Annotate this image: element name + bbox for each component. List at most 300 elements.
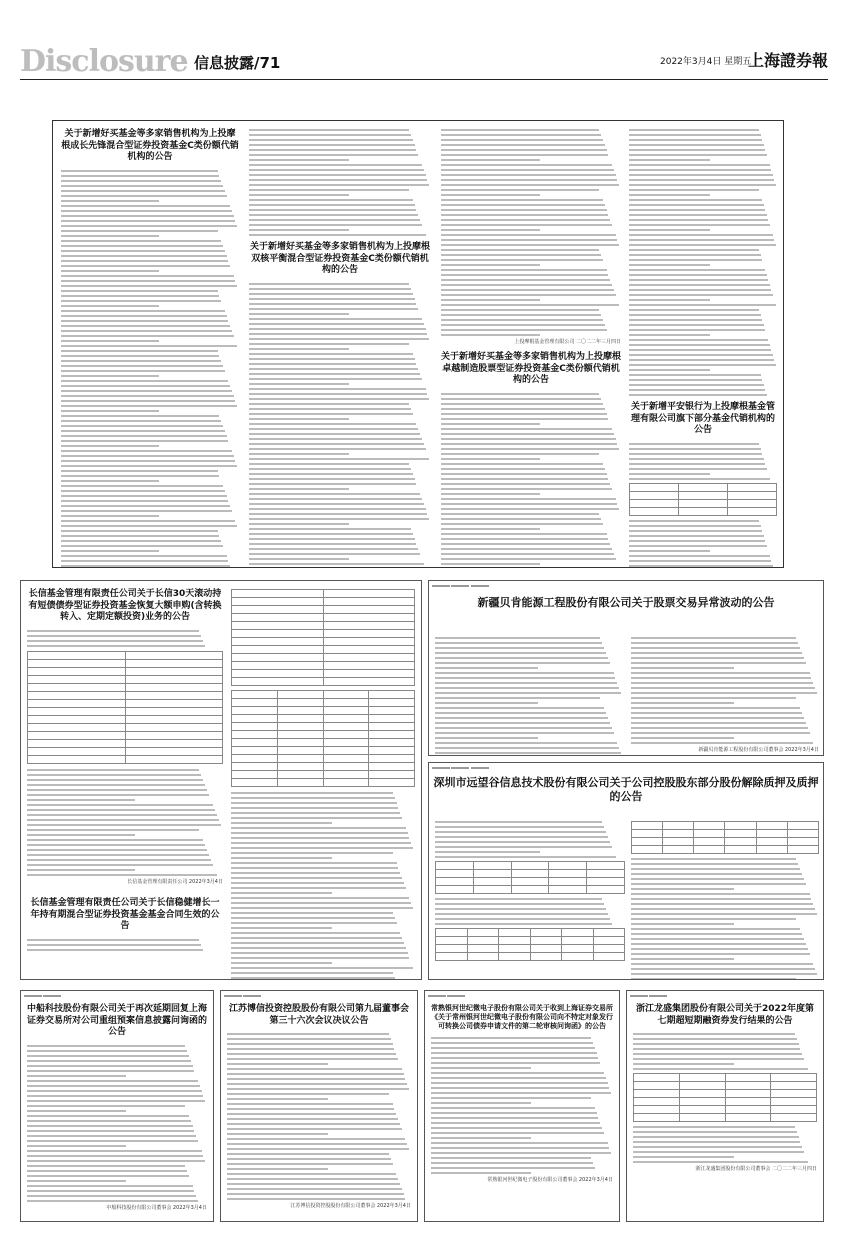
body-text-line [231, 812, 400, 814]
body-text-line [431, 1097, 591, 1099]
body-text-line [61, 360, 221, 362]
body-text-line [435, 821, 602, 823]
body-text-line [227, 1058, 398, 1060]
body-text-line [249, 234, 426, 236]
notice-block-zhongchuan [20, 990, 214, 1222]
notice-signature: 江苏博信投资控股股份有限公司董事会 2022年3月4日 [290, 1203, 411, 1210]
body-text-line [227, 1113, 396, 1115]
body-text-line [27, 939, 199, 941]
body-text-line [231, 907, 413, 909]
body-text-line [441, 249, 599, 251]
body-text-line [631, 868, 800, 870]
body-text-line [61, 325, 230, 327]
body-text-line [629, 274, 767, 276]
body-text-line [61, 560, 228, 562]
body-text-line [629, 520, 759, 522]
body-text-line [61, 310, 225, 312]
body-text-line [441, 393, 599, 395]
body-text-line [249, 558, 349, 560]
body-text-line [629, 525, 761, 527]
body-text-line [441, 523, 603, 525]
body-text-line [441, 428, 612, 430]
body-text-line [231, 957, 409, 959]
body-text-line [629, 289, 771, 291]
body-text-line [441, 413, 607, 415]
body-text-line [631, 908, 815, 910]
body-text-line [629, 264, 710, 266]
body-text-line [435, 923, 612, 925]
body-text-line [629, 129, 759, 131]
body-text-line [27, 1185, 193, 1187]
body-text-line [227, 1133, 328, 1135]
body-text-line [441, 334, 540, 336]
body-text-line [227, 1063, 328, 1065]
body-text-line [441, 528, 540, 530]
body-text-line [61, 210, 232, 212]
body-text-line [227, 1148, 409, 1150]
body-text-line [431, 1057, 598, 1059]
body-text-line [249, 408, 411, 410]
body-text-line [629, 349, 771, 351]
body-text-line [249, 343, 409, 345]
body-text-line [629, 458, 764, 460]
body-text-line [435, 677, 615, 679]
body-text-line [249, 144, 415, 146]
body-text-line [231, 872, 400, 874]
body-text-line [631, 913, 817, 915]
body-text-line [227, 1138, 405, 1140]
body-text-line [227, 1098, 328, 1100]
body-text-line [27, 1125, 193, 1127]
body-text-line [27, 789, 207, 791]
body-text-line [61, 250, 225, 252]
body-text-line [435, 702, 538, 704]
body-text-line [631, 707, 800, 709]
body-text-line [61, 185, 223, 187]
stock-code-line [221, 991, 417, 1000]
notice-title: 常熟银河世纪微电子股份有限公司关于收到上海证券交易所《关于常州银河世纪微电子股份有限公司向不特定对象发行可转换公司债券申请文件的第二轮审核问询函》的公告 [431, 1004, 613, 1031]
body-text-line [629, 284, 770, 286]
notice-title: 关于新增好买基金等多家销售机构为上投摩根卓越制造股票型证券投资基金C类份额代销机构的公告 [441, 352, 622, 386]
body-text-line [27, 1100, 205, 1102]
body-text-line [629, 560, 771, 562]
body-text-line [629, 239, 774, 241]
body-text-line [431, 1117, 598, 1119]
body-text-line [631, 863, 798, 865]
body-text-line [629, 269, 765, 271]
body-text-line [631, 978, 796, 980]
body-text-line [27, 874, 217, 876]
body-text-line [631, 968, 815, 970]
body-text-line [631, 928, 800, 930]
body-text-line [249, 363, 416, 365]
body-text-line [61, 445, 159, 447]
body-text-line [435, 642, 602, 644]
body-text-line [631, 687, 815, 689]
body-text-line [61, 505, 230, 507]
body-text-line [629, 254, 761, 256]
body-text-line [631, 692, 817, 694]
body-text-line [27, 1150, 202, 1152]
body-text-line [227, 1178, 398, 1180]
body-text-line [631, 883, 806, 885]
body-text-line [435, 652, 606, 654]
body-text-line [441, 199, 603, 201]
body-text-line [231, 912, 393, 914]
body-text-line [231, 867, 398, 869]
body-text-line [61, 520, 235, 522]
body-text-line [61, 410, 159, 412]
body-text-line [61, 390, 232, 392]
body-text-line [27, 1200, 198, 1202]
body-text-line [61, 265, 230, 267]
body-text-line [441, 209, 607, 211]
body-text-line [631, 672, 810, 674]
body-text-line [629, 149, 765, 151]
body-text-line [27, 1055, 189, 1057]
body-text-line [27, 1060, 191, 1062]
notice-title: 浙江龙盛集团股份有限公司关于2022年度第七期超短期融资券发行结果的公告 [635, 1004, 815, 1026]
body-text-line [61, 435, 227, 437]
body-text-line [27, 799, 135, 801]
body-text-line [435, 846, 612, 848]
body-text-line [231, 847, 413, 849]
body-text-line [227, 1168, 328, 1170]
body-text-line [249, 418, 349, 420]
body-text-line [27, 1050, 187, 1052]
body-text-line [249, 538, 415, 540]
body-text-line [61, 230, 218, 232]
body-text-line [27, 1075, 126, 1077]
notice-signature: 浙江龙盛集团股份有限公司董事会 二〇二二年三月四日 [695, 1166, 817, 1173]
body-text-line [27, 849, 207, 851]
body-text-line [227, 1043, 393, 1045]
body-text-line [61, 515, 159, 517]
body-text-line [441, 154, 608, 156]
body-text-line [441, 309, 599, 311]
body-text-line [631, 727, 808, 729]
body-text-line [629, 219, 768, 221]
body-text-line [231, 972, 393, 974]
body-text-line [249, 328, 426, 330]
body-text-line [435, 647, 604, 649]
issue-date: 2022年3月4日 星期五 [660, 57, 752, 67]
body-text-line [27, 779, 203, 781]
body-text-line [435, 908, 606, 910]
paper-name: 上海證券報 [747, 51, 828, 70]
body-text-line [249, 298, 415, 300]
body-text-line [435, 856, 616, 858]
body-text-line [441, 294, 616, 296]
body-text-line [231, 897, 409, 899]
body-text-line [61, 455, 234, 457]
body-text-line [431, 1167, 595, 1169]
body-text-line [441, 443, 617, 445]
notice-block-top [52, 120, 784, 568]
notice-signature: 中船科技股份有限公司董事会 2022年3月4日 [106, 1205, 207, 1212]
body-text-line [435, 682, 617, 684]
body-text-line [435, 918, 610, 920]
body-text-line [631, 948, 808, 950]
body-text-line [441, 453, 599, 455]
body-text-line [435, 831, 606, 833]
body-text-line [227, 1143, 407, 1145]
body-text-line [61, 190, 225, 192]
body-text-line [61, 220, 235, 222]
body-text-line [629, 555, 770, 557]
body-text-line [435, 752, 621, 754]
body-text-line [633, 1038, 797, 1040]
body-text-line [249, 154, 418, 156]
body-text-line [231, 927, 332, 929]
body-text-line [629, 473, 710, 475]
body-text-line [61, 275, 234, 277]
body-text-line [633, 1126, 795, 1128]
body-text-line [631, 657, 804, 659]
body-text-line [27, 1140, 198, 1142]
body-text-line [27, 1155, 203, 1157]
body-text-line [27, 869, 135, 871]
body-text-line [249, 548, 418, 550]
body-text-line [227, 1048, 394, 1050]
notice-block-boxin [220, 990, 418, 1222]
body-text-line [631, 923, 734, 925]
body-text-line [27, 1080, 198, 1082]
pledge-release-table [435, 861, 625, 894]
notice-title: 长信基金管理有限责任公司关于长信30天滚动持有短债债券型证券投资基金恢复大额申购(含转换转入、定期定额投资)业务的公告 [28, 589, 222, 623]
body-text-line [27, 1175, 189, 1177]
body-text-line [435, 697, 600, 699]
body-text-line [629, 279, 768, 281]
body-text-line [631, 637, 796, 639]
body-text-line [631, 712, 802, 714]
body-text-line [61, 345, 237, 347]
body-text-line [441, 324, 605, 326]
body-text-line [435, 742, 617, 744]
body-text-line [435, 662, 610, 664]
body-text-line [441, 234, 616, 236]
body-text-line [629, 478, 770, 480]
body-text-line [631, 642, 798, 644]
masthead-rule [20, 79, 828, 80]
notice-title: 江苏博信投资控股股份有限公司第九届董事会第三十六次会议决议公告 [228, 1004, 409, 1026]
body-text-line [249, 313, 349, 315]
body-text-line [629, 344, 770, 346]
body-text-line [431, 1137, 531, 1139]
body-text-line [441, 458, 540, 460]
body-text-line [435, 732, 614, 734]
body-text-line [629, 234, 773, 236]
body-text-line [249, 159, 349, 161]
body-text-line [431, 1062, 600, 1064]
body-text-line [27, 949, 203, 951]
body-text-line [61, 405, 237, 407]
body-text-line [431, 1107, 595, 1109]
body-text-line [441, 433, 614, 435]
body-text-line [227, 1163, 393, 1165]
body-text-line [27, 1180, 126, 1182]
body-text-line [231, 917, 395, 919]
body-text-line [631, 858, 796, 860]
body-text-line [249, 288, 411, 290]
notice-signature: 上投摩根基金管理有限公司 二〇二二年三月四日 [514, 339, 621, 345]
body-text-line [61, 420, 221, 422]
notice-signature: 常熟银河世纪微电子股份有限公司董事会 2022年3月4日 [487, 1177, 613, 1184]
body-text-line [431, 1077, 606, 1079]
body-text-line [629, 389, 765, 391]
body-text-line [249, 518, 429, 520]
body-text-line [629, 159, 710, 161]
body-text-line [629, 364, 776, 366]
body-text-line [441, 538, 608, 540]
body-text-line [61, 215, 234, 217]
body-text-line [633, 1053, 802, 1055]
body-text-line [435, 826, 604, 828]
body-text-line [249, 189, 409, 191]
body-text-line [231, 892, 332, 894]
body-text-line [441, 518, 601, 520]
body-text-line [231, 942, 404, 944]
body-text-line [441, 488, 612, 490]
body-text-line [441, 299, 540, 301]
masthead-logo: Disclosure [20, 44, 188, 79]
body-text-line [227, 1188, 402, 1190]
body-text-line [61, 315, 227, 317]
body-text-line [441, 239, 617, 241]
body-text-line [61, 545, 223, 547]
body-text-line [61, 235, 159, 237]
body-text-line [249, 468, 411, 470]
body-text-line [629, 379, 762, 381]
body-text-line [227, 1128, 402, 1130]
body-text-line [631, 702, 734, 704]
body-text-line [441, 264, 540, 266]
fund-contract-table [231, 589, 415, 686]
body-text-line [629, 535, 764, 537]
body-text-line [431, 1082, 608, 1084]
body-text-line [27, 1095, 203, 1097]
body-text-line [633, 1151, 804, 1153]
body-text-line [431, 1037, 591, 1039]
body-text-line [441, 483, 610, 485]
body-text-line [231, 882, 404, 884]
body-text-line [633, 1068, 808, 1070]
body-text-line [633, 1161, 808, 1163]
body-text-line [431, 1127, 602, 1129]
body-text-line [27, 834, 135, 836]
body-text-line [249, 488, 349, 490]
body-text-line [435, 836, 608, 838]
body-text-line [629, 174, 773, 176]
body-text-line [61, 425, 223, 427]
body-text-line [27, 1045, 185, 1047]
body-text-line [249, 448, 426, 450]
body-text-line [61, 225, 237, 227]
body-text-line [249, 149, 416, 151]
body-text-line [629, 169, 771, 171]
body-text-line [27, 1090, 202, 1092]
notice-signature: 新疆贝肯能源工程股份有限公司董事会 2022年3月4日 [698, 747, 819, 753]
body-text-line [631, 878, 804, 880]
body-text-line [629, 179, 774, 181]
body-text-line [27, 1195, 196, 1197]
body-text-line [441, 174, 616, 176]
body-text-line [27, 1135, 196, 1137]
body-text-line [249, 458, 429, 460]
body-text-line [435, 717, 608, 719]
body-text-line [441, 164, 612, 166]
body-text-line [61, 450, 232, 452]
body-text-line [61, 500, 228, 502]
body-text-line [629, 194, 710, 196]
body-text-line [629, 384, 764, 386]
body-text-line [435, 851, 540, 853]
body-text-line [441, 179, 617, 181]
body-text-line [61, 355, 219, 357]
body-text-line [227, 1073, 404, 1075]
body-text-line [249, 219, 420, 221]
body-text-line [629, 204, 764, 206]
body-text-line [629, 309, 759, 311]
body-text-line [227, 1173, 396, 1175]
body-text-line [435, 903, 604, 905]
body-text-line [61, 290, 218, 292]
body-text-line [249, 513, 427, 515]
body-text-line [631, 742, 813, 744]
body-text-line [441, 289, 614, 291]
body-text-line [633, 1063, 734, 1065]
body-text-line [629, 448, 761, 450]
pledge-table [631, 821, 819, 854]
body-text-line [231, 967, 413, 969]
shareholding-table [435, 928, 625, 961]
body-text-line [249, 473, 413, 475]
body-text-line [231, 922, 397, 924]
body-text-line [249, 368, 418, 370]
body-text-line [633, 1058, 804, 1060]
notice-block-yinhe [424, 990, 620, 1222]
body-text-line [435, 722, 610, 724]
body-text-line [231, 792, 393, 794]
body-text-line [61, 320, 228, 322]
body-text-line [629, 294, 773, 296]
body-text-line [227, 1193, 404, 1195]
body-text-line [227, 1093, 389, 1095]
body-text-line [249, 523, 349, 525]
body-text-line [631, 662, 806, 664]
body-text-line [441, 468, 605, 470]
body-text-line [27, 769, 199, 771]
body-text-line [61, 295, 219, 297]
body-text-line [435, 637, 600, 639]
body-text-line [249, 438, 422, 440]
notice-title: 新疆贝肯能源工程股份有限公司关于股票交易异常波动的公告 [477, 596, 775, 609]
body-text-line [633, 1156, 734, 1158]
body-text-line [431, 1092, 611, 1094]
body-text-line [629, 229, 710, 231]
body-text-line [441, 189, 599, 191]
body-text-line [431, 1047, 595, 1049]
body-text-line [27, 645, 205, 647]
body-text-line [231, 937, 402, 939]
body-text-line [629, 463, 765, 465]
body-text-line [27, 1145, 126, 1147]
body-text-line [629, 374, 761, 376]
body-text-line [231, 837, 409, 839]
body-text-line [435, 737, 538, 739]
body-text-line [249, 353, 413, 355]
stock-code-line [21, 991, 213, 1000]
